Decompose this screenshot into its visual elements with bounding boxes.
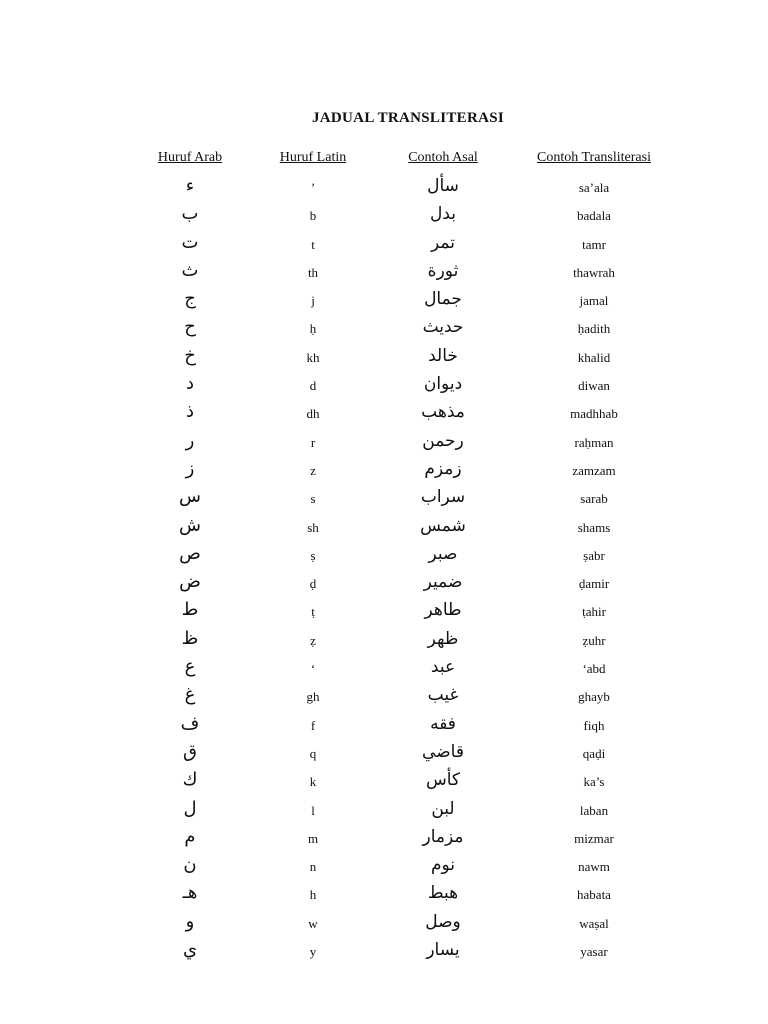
- table-row: [0, 344, 768, 372]
- table-row: [0, 259, 768, 287]
- latin-letter-cell: y: [309, 944, 317, 960]
- original-example-cell: ثورة: [427, 260, 459, 281]
- transliteration-example-cell: ‘abd: [582, 661, 606, 677]
- transliteration-example-cell: diwan: [578, 378, 610, 394]
- original-example-cell: رحمن: [422, 430, 464, 451]
- original-example-cell: شمس: [420, 515, 466, 536]
- original-example-cell: حديث: [422, 317, 464, 338]
- transliteration-example-cell: sarab: [580, 491, 608, 507]
- latin-letter-cell: kh: [306, 349, 320, 365]
- arabic-letter-cell: ت: [181, 231, 199, 253]
- table-row: [0, 825, 768, 853]
- table-row: [0, 429, 768, 457]
- arabic-letter-cell: ل: [183, 797, 197, 819]
- arabic-letter-cell: ب: [181, 203, 199, 225]
- arabic-letter-cell: ح: [184, 316, 196, 338]
- latin-letter-cell: k: [309, 774, 317, 790]
- latin-letter-cell: l: [311, 802, 315, 818]
- arabic-letter-cell: ش: [179, 514, 201, 536]
- table-row: [0, 542, 768, 570]
- transliteration-example-cell: jamal: [579, 293, 609, 309]
- latin-letter-cell: t: [311, 236, 315, 252]
- transliteration-example-cell: fiqh: [583, 717, 605, 733]
- transliteration-example-cell: khalid: [577, 349, 611, 365]
- table-row: [0, 797, 768, 825]
- transliteration-example-cell: shams: [577, 519, 611, 535]
- table-row: [0, 231, 768, 259]
- table-row: [0, 740, 768, 768]
- original-example-cell: صبر: [428, 543, 458, 564]
- table-row: [0, 514, 768, 542]
- table-row: [0, 627, 768, 655]
- original-example-cell: ديوان: [423, 374, 463, 395]
- original-example-cell: سأل: [427, 176, 459, 196]
- table-row: [0, 881, 768, 909]
- arabic-letter-cell: ق: [183, 740, 197, 762]
- arabic-letter-cell: هـ: [182, 882, 198, 904]
- original-example-cell: لبن: [431, 798, 455, 819]
- original-example-cell: ظهر: [427, 628, 459, 649]
- table-row: [0, 174, 768, 202]
- arabic-letter-cell: ج: [184, 288, 196, 310]
- arabic-letter-cell: ء: [185, 175, 195, 196]
- table-row: [0, 598, 768, 626]
- transliteration-example-cell: qaḍi: [582, 745, 606, 761]
- original-example-cell: مذهب: [421, 402, 465, 423]
- latin-letter-cell: j: [311, 293, 315, 309]
- transliteration-example-cell: madhhab: [570, 406, 618, 422]
- original-example-cell: تمر: [431, 232, 455, 253]
- latin-letter-cell: gh: [306, 689, 320, 705]
- original-example-cell: فقه: [430, 713, 456, 734]
- latin-letter-cell: b: [309, 208, 317, 224]
- page-title: JADUAL TRANSLITERASI: [311, 110, 505, 126]
- transliteration-example-cell: badala: [577, 208, 611, 224]
- table-row: [0, 712, 768, 740]
- original-example-cell: خالد: [428, 345, 458, 366]
- original-example-cell: عبد: [430, 657, 456, 678]
- arabic-letter-cell: ن: [183, 854, 197, 876]
- table-row: [0, 400, 768, 428]
- arabic-letter-cell: ي: [182, 939, 198, 961]
- transliteration-example-cell: tamr: [582, 236, 606, 252]
- latin-letter-cell: ḍ: [309, 576, 317, 592]
- arabic-letter-cell: و: [185, 910, 195, 932]
- table-row: [0, 768, 768, 796]
- arabic-letter-cell: ص: [179, 542, 201, 564]
- latin-letter-cell: ẓ: [310, 632, 316, 648]
- latin-letter-cell: ṣ: [310, 547, 316, 563]
- latin-letter-cell: th: [307, 264, 319, 280]
- transliteration-table: [0, 174, 768, 966]
- latin-letter-cell: sh: [307, 519, 319, 535]
- table-row: [0, 287, 768, 315]
- table-row: [0, 655, 768, 683]
- transliteration-example-cell: nawm: [578, 859, 610, 875]
- latin-letter-cell: n: [309, 859, 317, 875]
- header-contoh-transliterasi: Contoh Transliterasi: [537, 150, 651, 165]
- arabic-letter-cell: س: [179, 486, 201, 508]
- transliteration-example-cell: zamzam: [572, 462, 616, 478]
- transliteration-example-cell: ghayb: [578, 689, 610, 705]
- latin-letter-cell: z: [310, 462, 316, 478]
- latin-letter-cell: d: [309, 378, 317, 394]
- original-example-cell: غيب: [427, 685, 459, 706]
- transliteration-example-cell: thawrah: [573, 264, 615, 280]
- latin-letter-cell: ṭ: [311, 604, 315, 620]
- transliteration-example-cell: mizmar: [574, 830, 614, 846]
- arabic-letter-cell: ك: [182, 769, 198, 791]
- latin-letter-cell: w: [308, 915, 318, 931]
- table-header: [0, 150, 768, 170]
- latin-letter-cell: dh: [306, 406, 320, 422]
- transliteration-example-cell: ṭahir: [582, 604, 606, 620]
- table-row: [0, 570, 768, 598]
- transliteration-example-cell: raḥman: [574, 434, 614, 450]
- table-row: [0, 315, 768, 343]
- arabic-letter-cell: خ: [184, 344, 196, 366]
- transliteration-example-cell: ka’s: [583, 774, 605, 790]
- arabic-letter-cell: غ: [184, 684, 196, 706]
- arabic-letter-cell: د: [185, 373, 194, 395]
- latin-letter-cell: h: [309, 887, 317, 903]
- latin-letter-cell: q: [309, 745, 317, 761]
- latin-letter-cell: ‘: [310, 661, 316, 677]
- transliteration-example-cell: laban: [579, 802, 609, 818]
- original-example-cell: وصل: [425, 911, 461, 932]
- transliteration-example-cell: ṣabr: [583, 547, 605, 563]
- table-row: [0, 202, 768, 230]
- arabic-letter-cell: ث: [181, 259, 199, 281]
- original-example-cell: كأس: [425, 770, 461, 791]
- original-example-cell: مزمار: [422, 826, 464, 847]
- transliteration-example-cell: waṣal: [579, 915, 609, 931]
- table-row: [0, 938, 768, 966]
- table-row: [0, 853, 768, 881]
- original-example-cell: بدل: [429, 204, 456, 225]
- arabic-letter-cell: ذ: [185, 401, 194, 423]
- original-example-cell: يسار: [426, 940, 460, 961]
- header-huruf-arab: Huruf Arab: [157, 150, 223, 165]
- transliteration-example-cell: ḥadith: [577, 321, 611, 337]
- table-row: [0, 910, 768, 938]
- table-row: [0, 457, 768, 485]
- transliteration-example-cell: ẓuhr: [582, 632, 606, 648]
- transliteration-example-cell: yasar: [580, 944, 608, 960]
- original-example-cell: نوم: [430, 855, 456, 876]
- latin-letter-cell: ḥ: [309, 321, 317, 337]
- arabic-letter-cell: م: [184, 825, 196, 847]
- original-example-cell: جمال: [424, 289, 462, 310]
- arabic-letter-cell: ع: [184, 656, 196, 678]
- original-example-cell: هبط: [427, 883, 459, 904]
- header-contoh-asal: Contoh Asal: [408, 150, 478, 165]
- latin-letter-cell: f: [310, 717, 316, 733]
- original-example-cell: قاضي: [422, 741, 464, 762]
- table-row: [0, 372, 768, 400]
- latin-letter-cell: ’: [310, 180, 316, 195]
- arabic-letter-cell: ر: [185, 429, 195, 451]
- arabic-letter-cell: ض: [179, 571, 201, 593]
- transliteration-example-cell: habata: [577, 887, 611, 903]
- original-example-cell: طاهر: [424, 600, 462, 621]
- original-example-cell: سراب: [420, 487, 466, 508]
- latin-letter-cell: s: [310, 491, 316, 507]
- arabic-letter-cell: ز: [185, 457, 195, 479]
- original-example-cell: زمزم: [424, 458, 462, 479]
- transliteration-example-cell: ḍamir: [578, 576, 610, 592]
- arabic-letter-cell: ف: [180, 712, 200, 734]
- latin-letter-cell: r: [310, 434, 316, 450]
- original-example-cell: ضمير: [423, 572, 463, 593]
- transliteration-example-cell: sa’ala: [578, 180, 610, 195]
- header-huruf-latin: Huruf Latin: [279, 150, 347, 165]
- arabic-letter-cell: ظ: [181, 627, 199, 649]
- table-row: [0, 485, 768, 513]
- arabic-letter-cell: ط: [181, 599, 199, 621]
- latin-letter-cell: m: [307, 830, 319, 846]
- table-row: [0, 683, 768, 711]
